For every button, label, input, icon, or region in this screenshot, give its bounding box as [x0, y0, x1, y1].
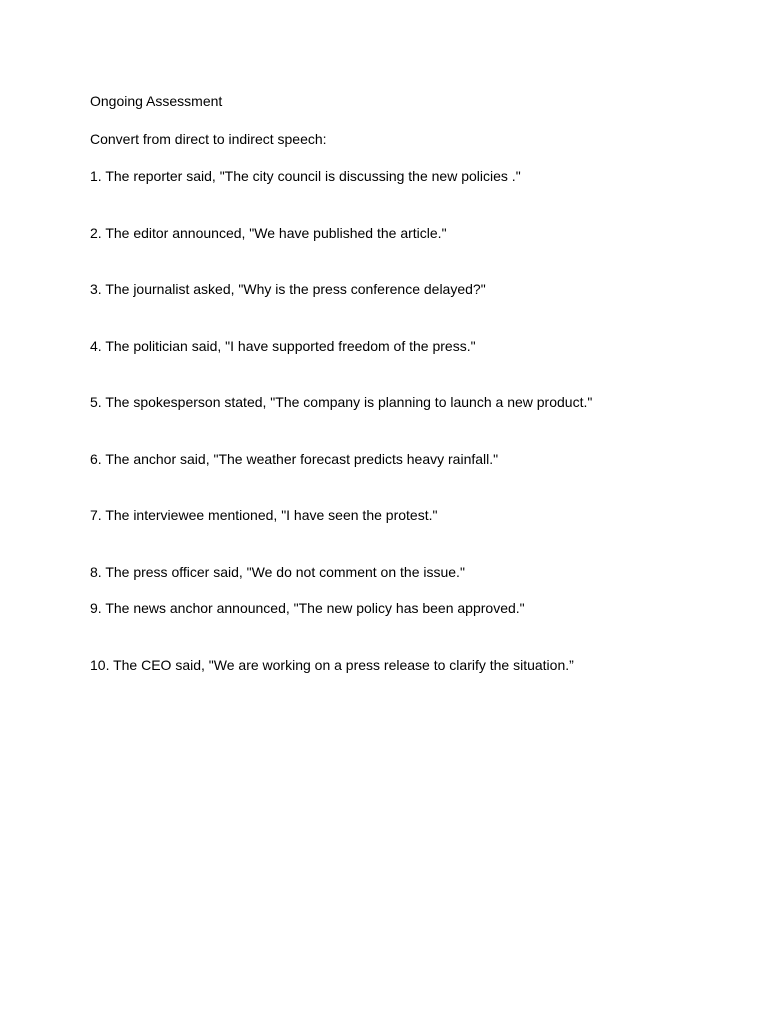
question-item-1: 1. The reporter said, "The city council is discussing the new policies ." [90, 168, 521, 184]
question-item-9: 9. The news anchor announced, "The new policy has been approved." [90, 600, 525, 616]
question-item-5: 5. The spokesperson stated, "The company is planning to launch a new product." [90, 394, 593, 410]
question-item-7: 7. The interviewee mentioned, "I have seen the protest." [90, 507, 438, 523]
instruction-text: Convert from direct to indirect speech: [90, 131, 327, 147]
question-item-6: 6. The anchor said, "The weather forecast predicts heavy rainfall." [90, 451, 499, 467]
page-heading: Ongoing Assessment [90, 93, 223, 109]
question-item-4: 4. The politician said, "I have supported freedom of the press." [90, 338, 476, 354]
question-item-8: 8. The press officer said, "We do not comment on the issue." [90, 564, 465, 580]
question-item-2: 2. The editor announced, "We have published the article." [90, 225, 447, 241]
question-item-10: 10. The CEO said, "We are working on a press release to clarify the situation.” [90, 657, 574, 673]
question-item-3: 3. The journalist asked, "Why is the press conference delayed?" [90, 281, 486, 297]
